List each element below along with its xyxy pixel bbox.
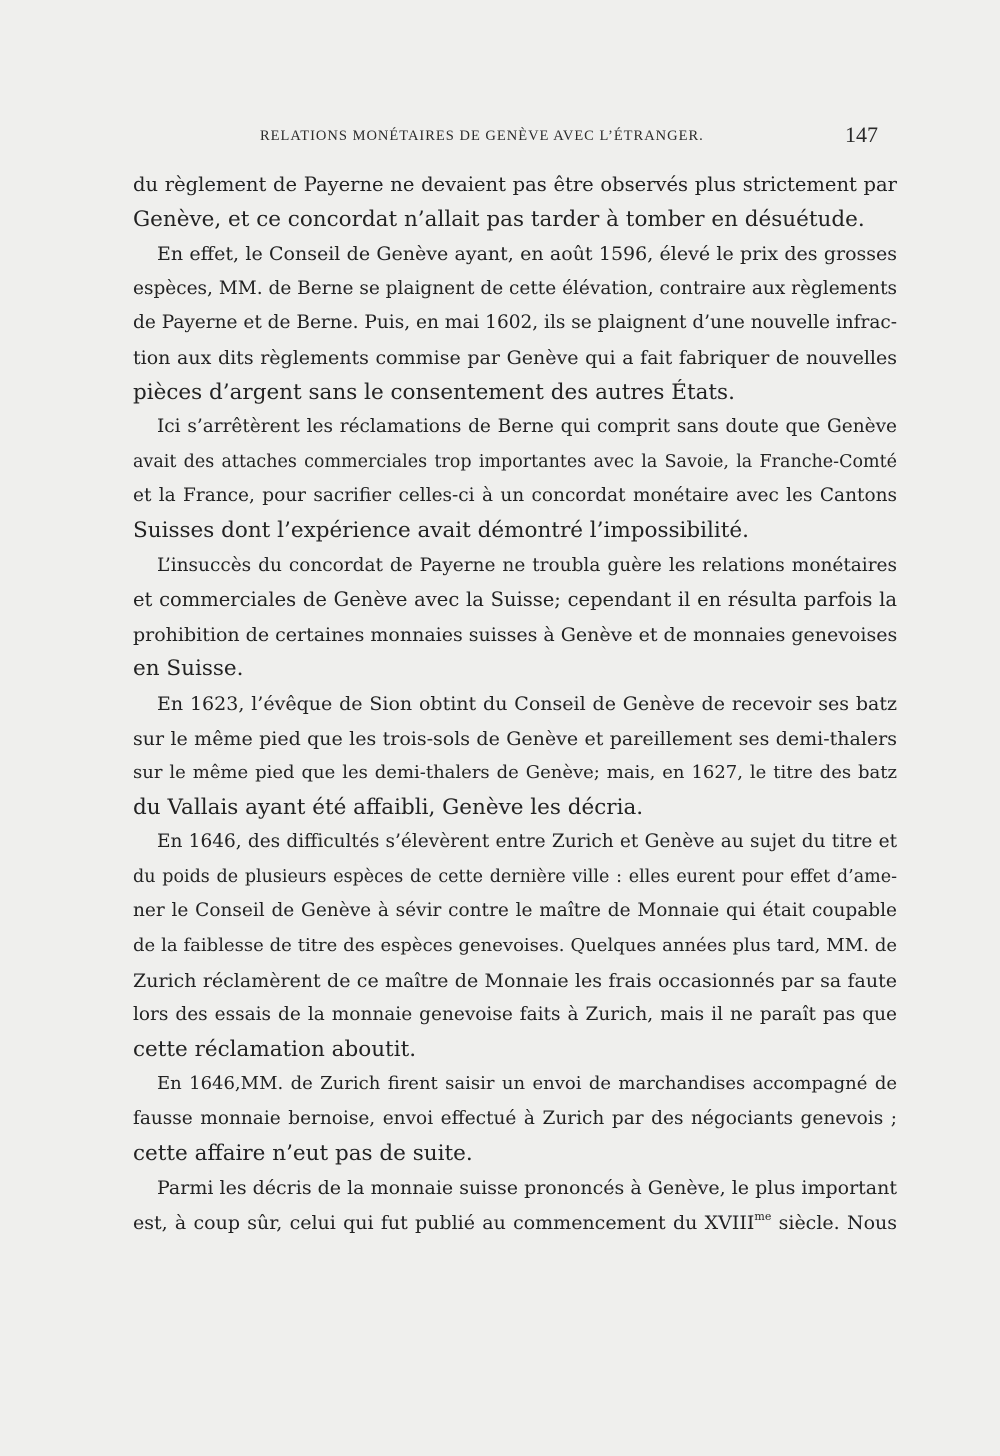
text-line: du Vallais ayant été affaibli, Genève les décria. bbox=[133, 794, 644, 820]
text-line: en Suisse. bbox=[133, 656, 244, 682]
text-line: sur le même pied que les demi-thalers de Genève; mais, en 1627, le titre des batz bbox=[133, 762, 897, 784]
text-line: En 1646, des difficultés s’élevèrent entre Zurich et Genève au sujet du titre et bbox=[157, 831, 897, 853]
text-line: Suisses dont l’expérience avait démontré l’impossibilité. bbox=[133, 517, 749, 543]
text-line: L’insuccès du concordat de Payerne ne troubla guère les relations monétaires bbox=[157, 554, 897, 576]
text-line: avait des attaches commerciales trop importantes avec la Savoie, la Franche-Comté bbox=[133, 451, 897, 472]
text-line: fausse monnaie bernoise, envoi effectué à Zurich par des négociants genevois ; bbox=[133, 1108, 897, 1130]
text-line: et commerciales de Genève avec la Suisse; cependant il en résulta parfois la bbox=[133, 588, 897, 612]
text-line: prohibition de certaines monnaies suisses à Genève et de monnaies genevoises bbox=[133, 623, 897, 646]
text-line: Genève, et ce concordat n’allait pas tarder à tomber en désuétude. bbox=[133, 206, 865, 232]
text-line: En 1646,MM. de Zurich firent saisir un envoi de marchandises accompagné de bbox=[157, 1073, 897, 1095]
text-line: En 1623, l’évêque de Sion obtint du Conseil de Genève de recevoir ses batz bbox=[157, 692, 897, 715]
text-line: du règlement de Payerne ne devaient pas être observés plus strictement par bbox=[133, 173, 897, 196]
ordinal-superscript: me bbox=[754, 1209, 772, 1223]
page-number: 147 bbox=[845, 122, 878, 147]
text-line: de Payerne et de Berne. Puis, en mai 1602, ils se plaignent d’une nouvelle infrac- bbox=[133, 312, 897, 334]
text-line: tion aux dits règlements commise par Genève qui a fait fabriquer de nouvelles bbox=[133, 346, 897, 369]
text-line: Ici s’arrêtèrent les réclamations de Berne qui comprit sans doute que Genève bbox=[157, 416, 897, 438]
text-line: lors des essais de la monnaie genevoise faits à Zurich, mais il ne paraît pas que bbox=[133, 1004, 897, 1026]
text-line: cette réclamation aboutit. bbox=[133, 1036, 417, 1062]
text-line: Parmi les décris de la monnaie suisse prononcés à Genève, le plus important bbox=[157, 1177, 897, 1200]
text-line: cette affaire n’eut pas de suite. bbox=[133, 1140, 473, 1166]
body-text bbox=[133, 168, 897, 1240]
final-line-start: est, à coup sûr, celui qui fut publié au commencement du XVIII bbox=[133, 1211, 755, 1234]
running-title: RELATIONS MONÉTAIRES DE GENÈVE AVEC L’ÉTRANGER. bbox=[260, 128, 704, 144]
text-line: de la faiblesse de titre des espèces genevoises. Quelques années plus tard, MM. de bbox=[133, 935, 897, 957]
final-line-end: siècle. Nous bbox=[771, 1211, 897, 1234]
text-line: pièces d’argent sans le consentement des autres États. bbox=[133, 379, 735, 405]
text-line: Zurich réclamèrent de ce maître de Monnaie les frais occasionnés par sa faute bbox=[133, 969, 897, 992]
text-line-final bbox=[133, 1206, 897, 1241]
text-line: et la France, pour sacrifier celles-ci à un concordat monétaire avec les Cantons bbox=[133, 485, 897, 507]
text-line: ner le Conseil de Genève à sévir contre le maître de Monnaie qui était coupable bbox=[133, 900, 897, 922]
text-line: En effet, le Conseil de Genève ayant, en août 1596, élevé le prix des grosses bbox=[157, 243, 897, 266]
text-line: du poids de plusieurs espèces de cette dernière ville : elles eurent pour effet d’ame- bbox=[133, 866, 897, 887]
text-line: espèces, MM. de Berne se plaignent de cette élévation, contraire aux règlements bbox=[133, 277, 897, 299]
text-line: sur le même pied que les trois-sols de Genève et pareillement ses demi-thalers bbox=[133, 727, 897, 750]
